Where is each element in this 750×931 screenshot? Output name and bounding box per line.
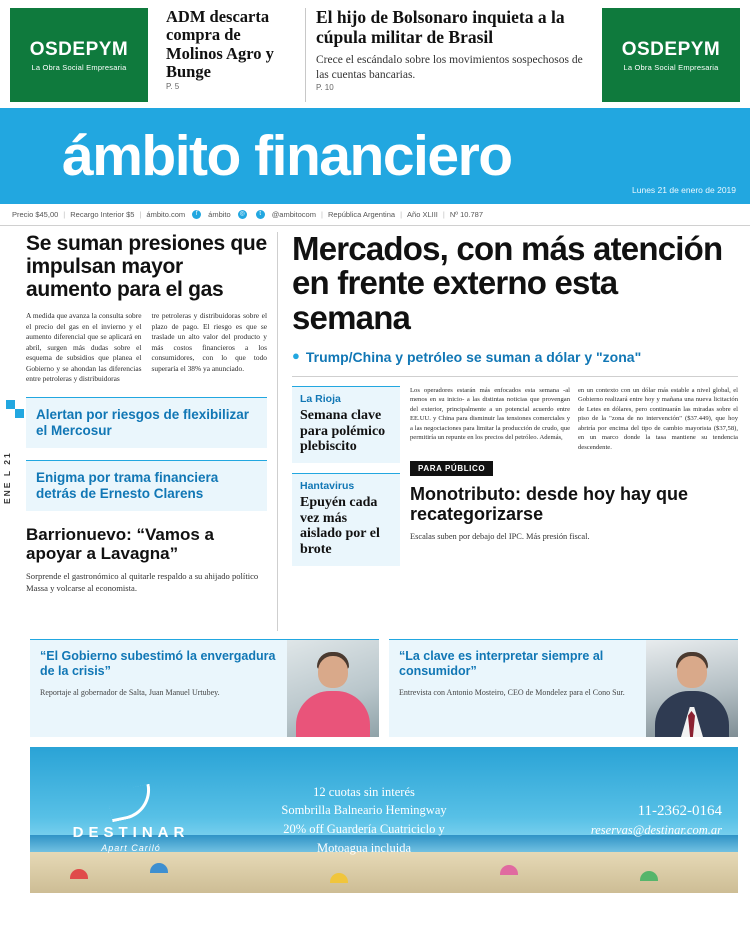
masthead [0,108,750,204]
sep-3: | [320,210,323,219]
interview-urtubey-quote: “El Gobierno subestimó la envergadura de la crisis” [40,649,276,678]
clarens-headline: Enigma por trama financiera detrás de Ernesto Clarens [36,469,219,501]
ad-offer-line-4: Motoagua incluida [316,840,412,855]
divider-1 [292,376,738,377]
ad-email[interactable]: reservas@destinar.com.ar [590,822,722,837]
la-rioja-kicker: La Rioja [300,392,341,405]
interview-mosteiro-quote: “La clave es interpretar siempre al consumidor” [399,649,604,678]
date-rail-label: ENE L 21 [2,451,12,504]
right-column [278,232,750,631]
hantavirus-box[interactable] [292,473,400,566]
osdepym-logo-right[interactable] [602,8,740,102]
para-publico-section[interactable] [410,458,738,540]
markets-body-col2: en un contexto con un dólar más estable a nivel global, el Gobierno realizará entre hoy y mañana una nueva licitación de Letes en dólares, pero continuarán las miradas sobre el piso de la "zona de no intervención" ($37.449), que hoy abriría por encima del tipo de cambio mayorista ($37,58), en un marco donde la tasa mantiene su tendencia descendente. [578,386,738,451]
interview-mosteiro-caption: Entrevista con Antonio Mosteiro, CEO de Mondelez para el Cono Sur. [399,687,625,697]
instagram-icon[interactable]: ◎ [239,211,245,217]
gas-story-body-col2: tre petroleras y distribuidoras sobre el plazo de pago. El riesgo es que se traslade un alto valor del producto y más costos financieros a los consumidores, con lo que todo superaría el 38% ya anunciado. [151,311,267,373]
sep-5: | [442,210,445,219]
barrionuevo-story[interactable] [26,525,267,594]
checker-decoration-icon [6,400,24,418]
clarens-item[interactable] [26,460,267,511]
hantavirus-headline: Epuyén cada vez más aislado por el brote [300,494,380,557]
ad-contact[interactable] [512,801,722,840]
destinar-advertisement[interactable] [30,747,738,893]
country-label: República Argentina [327,210,396,219]
main-subhead: Trump/China y petróleo se suman a dólar y "zona" [305,348,642,365]
gas-story-headline[interactable]: Se suman presiones que impulsan mayor aumento para el gas [26,232,267,302]
interview-mosteiro[interactable] [389,639,738,737]
top-story-2[interactable] [306,8,594,102]
sep-2: | [139,210,142,219]
interview-urtubey[interactable] [30,639,379,737]
mercosur-headline: Alertan por riesgos de flexibilizar el Mercosur [36,406,250,438]
top-headlines [148,8,602,102]
la-rioja-headline: Semana clave para polémico plebiscito [300,407,386,455]
price-label: Precio $45,00 [12,210,59,219]
sep-1: | [63,210,66,219]
markets-body-and-publico [410,386,738,576]
mosteiro-photo [646,640,738,737]
top-story-1-page-ref: P. 5 [166,81,180,91]
mercosur-item[interactable] [26,397,267,448]
twitter-handle[interactable]: @ambitocom [271,210,316,219]
interview-mosteiro-text [389,640,646,737]
issue-number: Nº 10.787 [449,210,484,219]
logo-right-sub: La Obra Social Empresaria [623,62,719,72]
main-subhead-row [292,349,738,365]
ad-brand-sub: Apart Cariló [101,842,161,853]
markets-body-col1: Los operadores estarán más enfocados esta semana -al menos en su inicio- a las distintas noticias que provengan del exterior, principalmente a un potencial acuerdo entre EE.UU. y China para disminuir las tensiones comerciales y a las negociaciones para limitar la producción de crudo, que permitiría un repunte en los precios del petróleo. Además, [410,386,570,442]
barrionuevo-headline: Barrionuevo: “Vamos a apoyar a Lavagna” [26,524,215,563]
ad-offer-line-3: 20% off Guardería Cuatriciclo y [283,822,445,836]
main-headline[interactable]: Mercados, con más atención en frente externo esta semana [292,230,723,336]
ad-offer-line-1: 12 cuotas sin interés [313,784,415,799]
markets-body [410,386,738,452]
page-title: ámbito financiero [62,123,512,188]
monotributo-headline: Monotributo: desde hoy hay que recategorizarse [410,484,688,525]
ad-content [30,747,738,893]
top-story-2-headline: El hijo de Bolsonaro inquieta a la cúpula militar de Brasil [316,7,565,47]
osdepym-logo-left[interactable] [10,8,148,102]
facebook-icon[interactable]: f [192,210,201,219]
top-story-1[interactable] [156,8,306,102]
website-link[interactable]: ámbito.com [146,210,186,219]
left-column [26,232,278,631]
top-story-2-body: Crece el escándalo sobre los movimientos sospechosos de las cuentas bancarias. [316,54,583,81]
hantavirus-kicker: Hantavirus [300,479,355,492]
issue-date: Lunes 21 de enero de 2019 [632,185,736,195]
urtubey-photo [287,640,379,737]
left-rail [0,232,26,631]
twitter-icon[interactable]: t [256,210,265,219]
interview-urtubey-text [30,640,287,737]
gas-story-body [26,311,267,385]
bullet-icon: ● [292,347,300,363]
interview-row [0,631,750,737]
gas-story-body-col1: A medida que avanza la consulta sobre el precio del gas en el invierno y el aumento diferencial que se aplicará en abril, surgen más dudas sobre el esquema de subsidios que planea el Gobierno y se ahondan las diferencias entre petroleras y distribuidoras [26,311,142,384]
top-strip [0,0,750,108]
top-story-2-page-ref: P. 10 [316,82,334,92]
monotributo-subhead: Escalas suben por debajo del IPC. Más presión fiscal. [410,531,590,541]
ad-phone[interactable]: 11-2362-0164 [637,802,722,819]
sep-4: | [400,210,403,219]
ad-offer [216,783,512,858]
logo-right-main: OSDEPYM [621,38,721,60]
lower-grid [292,386,738,576]
main-content [0,226,750,631]
ad-brand [46,788,216,853]
logo-left-main: OSDEPYM [29,38,129,60]
interview-urtubey-caption: Reportaje al gobernador de Salta, Juan Manuel Urtubey. [40,687,220,697]
barrionuevo-body: Sorprende el gastronómico al quitarle respaldo a su ahijado político Massa y volcarse al economista. [26,570,259,593]
ad-brand-name: DESTINAR [72,823,190,841]
destinar-swoosh-icon [106,783,155,821]
side-boxes [292,386,400,576]
top-story-1-headline: ADM descarta compra de Molinos Agro y Bunge [166,7,274,82]
year-label: Año XLIII [407,210,438,219]
ad-offer-line-2: Sombrilla Balneario Hemingway [281,803,447,818]
facebook-handle[interactable]: ámbito [208,210,231,219]
logo-left-sub: La Obra Social Empresaria [31,62,127,72]
la-rioja-box[interactable] [292,386,400,463]
para-publico-tag: PARA PÚBLICO [410,461,493,476]
info-bar [0,204,750,226]
surcharge-label: Recargo Interior $5 [70,210,135,219]
